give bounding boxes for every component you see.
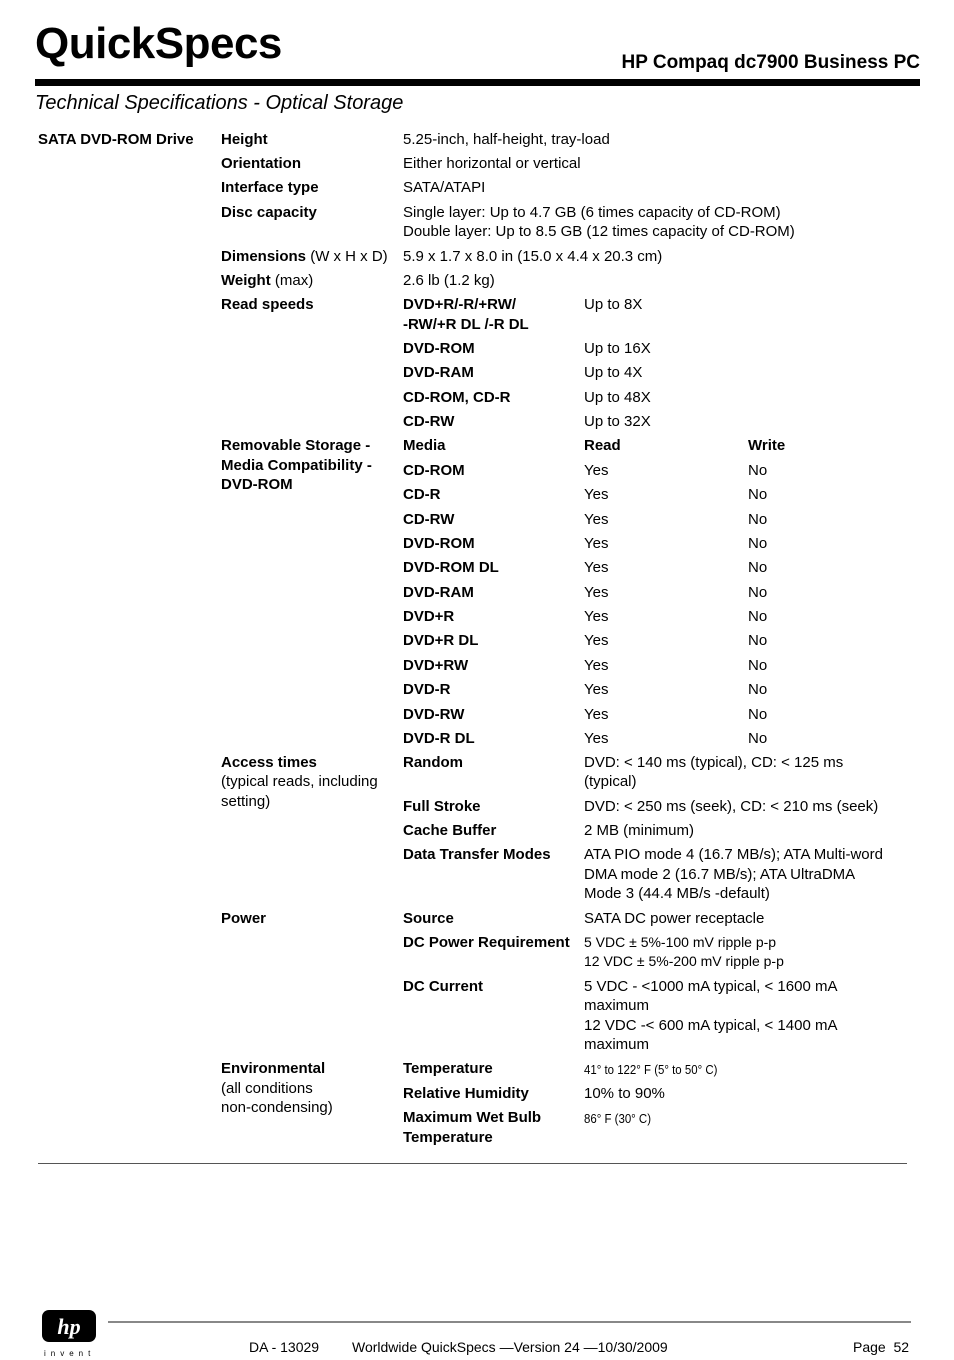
invent-tagline: invent [44, 1349, 96, 1358]
interface-label: Interface type [221, 179, 319, 196]
dimensions-label-text: Dimensions [221, 248, 307, 265]
read-speed-media: CD-RW [403, 413, 455, 430]
weight-value: 2.6 lb (1.2 kg) [403, 272, 495, 289]
source-value: SATA DC power receptacle [584, 910, 765, 927]
compat-media-cell: CD-ROM [403, 462, 465, 479]
drive-label: SATA DVD-ROM Drive [38, 131, 194, 148]
compat-read-cell: Yes [584, 632, 609, 649]
compat-media-cell: DVD+R [403, 608, 455, 625]
transfer-modes-value: ATA PIO mode 4 (16.7 MB/s); ATA Multi-word [584, 846, 883, 863]
dc-current-value: 5 VDC - <1000 mA typical, < 1600 mA [584, 978, 838, 995]
transfer-modes-label: Data Transfer Modes [403, 846, 551, 863]
random-value: (typical) [584, 773, 637, 790]
dimensions-label [221, 247, 388, 267]
table-end-rule [38, 1163, 907, 1164]
hp-logo-text: hp [57, 1314, 81, 1339]
read-speed-media: CD-ROM, CD-R [403, 389, 511, 406]
cache-buffer-value: 2 MB (minimum) [584, 822, 695, 839]
read-speed-media: DVD-RAM [403, 364, 474, 381]
dc-power-requirement-value: 5 VDC ± 5%-100 mV ripple p-p [584, 934, 777, 950]
compat-read-cell: Yes [584, 462, 609, 479]
page-number: Page 52 [853, 1339, 910, 1355]
compat-header-write: Write [748, 437, 786, 454]
dc-current-value: maximum [584, 997, 650, 1014]
compat-read-cell: Yes [584, 706, 609, 723]
access-times-label: Access times [221, 754, 317, 771]
product-name: HP Compaq dc7900 Business PC [621, 52, 920, 73]
compat-media-cell: DVD-R [403, 681, 451, 698]
read-speed-value: Up to 32X [584, 413, 651, 430]
access-times-note: (typical reads, including [221, 773, 378, 790]
compat-write-cell: No [748, 681, 768, 698]
dc-current-value: 12 VDC -< 600 mA typical, < 1400 mA [584, 1017, 838, 1034]
wet-bulb-label: Temperature [403, 1129, 493, 1146]
compat-media-cell: CD-RW [403, 511, 455, 528]
dimensions-value: 5.9 x 1.7 x 8.0 in (15.0 x 4.4 x 20.3 cm) [403, 248, 663, 265]
brand-title: QuickSpecs [35, 19, 282, 68]
environmental-label: Environmental [221, 1060, 326, 1077]
compat-read-cell: Yes [584, 584, 609, 601]
read-speed-media: DVD-ROM [403, 340, 475, 357]
dc-power-requirement-value: 12 VDC ± 5%-200 mV ripple p-p [584, 953, 784, 969]
header-rule [35, 79, 920, 86]
dc-current-label: DC Current [403, 978, 484, 995]
interface-value: SATA/ATAPI [403, 179, 486, 196]
source-label: Source [403, 910, 454, 927]
section-title: Technical Specifications - Optical Storage [35, 92, 404, 114]
temperature-value: 41° to 122° F (5° to 50° C) [584, 1062, 718, 1077]
compat-write-cell: No [748, 559, 768, 576]
compat-write-cell: No [748, 632, 768, 649]
random-value: DVD: < 140 ms (typical), CD: < 125 ms [584, 754, 844, 771]
compat-read-cell: Yes [584, 486, 609, 503]
compat-read-cell: Yes [584, 730, 609, 747]
environmental-note: non-condensing) [221, 1099, 333, 1116]
height-value: 5.25-inch, half-height, tray-load [403, 131, 610, 148]
height-label: Height [221, 131, 268, 148]
compat-read-cell: Yes [584, 608, 609, 625]
compat-label: Media Compatibility - [221, 457, 372, 474]
weight-qualifier: (max) [270, 272, 314, 289]
compat-read-cell: Yes [584, 535, 609, 552]
weight-label [221, 271, 313, 291]
disc-capacity-line: Double layer: Up to 8.5 GB (12 times capacity of CD-ROM) [403, 223, 795, 240]
compat-write-cell: No [748, 608, 768, 625]
compat-read-cell: Yes [584, 559, 609, 576]
compat-media-cell: DVD-R DL [403, 730, 475, 747]
document-id: DA - 13029 [249, 1339, 320, 1355]
dimensions-qualifier: (W x H x D) [306, 248, 388, 265]
compat-write-cell: No [748, 535, 768, 552]
disc-capacity-label: Disc capacity [221, 204, 317, 221]
compat-write-cell: No [748, 706, 768, 723]
humidity-label: Relative Humidity [403, 1085, 529, 1102]
humidity-value: 10% to 90% [584, 1085, 665, 1102]
read-speed-media: -RW/+R DL /-R DL [403, 316, 529, 333]
power-label: Power [221, 910, 267, 927]
compat-media-cell: DVD-RAM [403, 584, 474, 601]
compat-media-cell: DVD+RW [403, 657, 469, 674]
dc-power-requirement-label: DC Power Requirement [403, 934, 570, 951]
compat-write-cell: No [748, 462, 768, 479]
compat-header-media: Media [403, 437, 446, 454]
compat-media-cell: DVD-ROM [403, 535, 475, 552]
disc-capacity-line: Single layer: Up to 4.7 GB (6 times capacity of CD-ROM) [403, 204, 781, 221]
hp-logo [40, 1308, 98, 1344]
access-times-note: setting) [221, 793, 271, 810]
compat-read-cell: Yes [584, 511, 609, 528]
orientation-label: Orientation [221, 155, 302, 172]
version-info: Worldwide QuickSpecs —Version 24 —10/30/2009 [352, 1339, 668, 1355]
read-speed-value: Up to 4X [584, 364, 643, 381]
compat-media-cell: DVD+R DL [403, 632, 479, 649]
compat-media-cell: CD-R [403, 486, 441, 503]
compat-label: DVD-ROM [221, 476, 293, 493]
compat-media-cell: DVD-ROM DL [403, 559, 499, 576]
read-speed-value: Up to 16X [584, 340, 651, 357]
compat-write-cell: No [748, 511, 768, 528]
read-speeds-label: Read speeds [221, 296, 314, 313]
footer-rule [108, 1321, 911, 1323]
temperature-label: Temperature [403, 1060, 493, 1077]
compat-write-cell: No [748, 486, 768, 503]
cache-buffer-label: Cache Buffer [403, 822, 497, 839]
random-label: Random [403, 754, 463, 771]
compat-write-cell: No [748, 657, 768, 674]
full-stroke-label: Full Stroke [403, 798, 481, 815]
full-stroke-value: DVD: < 250 ms (seek), CD: < 210 ms (seek) [584, 798, 879, 815]
compat-read-cell: Yes [584, 657, 609, 674]
compat-write-cell: No [748, 584, 768, 601]
read-speed-media: DVD+R/-R/+RW/ [403, 296, 517, 313]
transfer-modes-value: DMA mode 2 (16.7 MB/s); ATA UltraDMA [584, 866, 856, 883]
orientation-value: Either horizontal or vertical [403, 155, 581, 172]
read-speed-value: Up to 48X [584, 389, 651, 406]
compat-write-cell: No [748, 730, 768, 747]
environmental-note: (all conditions [221, 1080, 313, 1097]
weight-label-text: Weight [221, 272, 271, 289]
compat-header-read: Read [584, 437, 621, 454]
transfer-modes-value: Mode 3 (44.4 MB/s -default) [584, 885, 770, 902]
wet-bulb-label: Maximum Wet Bulb [403, 1109, 542, 1126]
compat-media-cell: DVD-RW [403, 706, 465, 723]
wet-bulb-value: 86° F (30° C) [584, 1111, 652, 1126]
read-speed-value: Up to 8X [584, 296, 643, 313]
dc-current-value: maximum [584, 1036, 650, 1053]
compat-label: Removable Storage - [221, 437, 371, 454]
compat-read-cell: Yes [584, 681, 609, 698]
